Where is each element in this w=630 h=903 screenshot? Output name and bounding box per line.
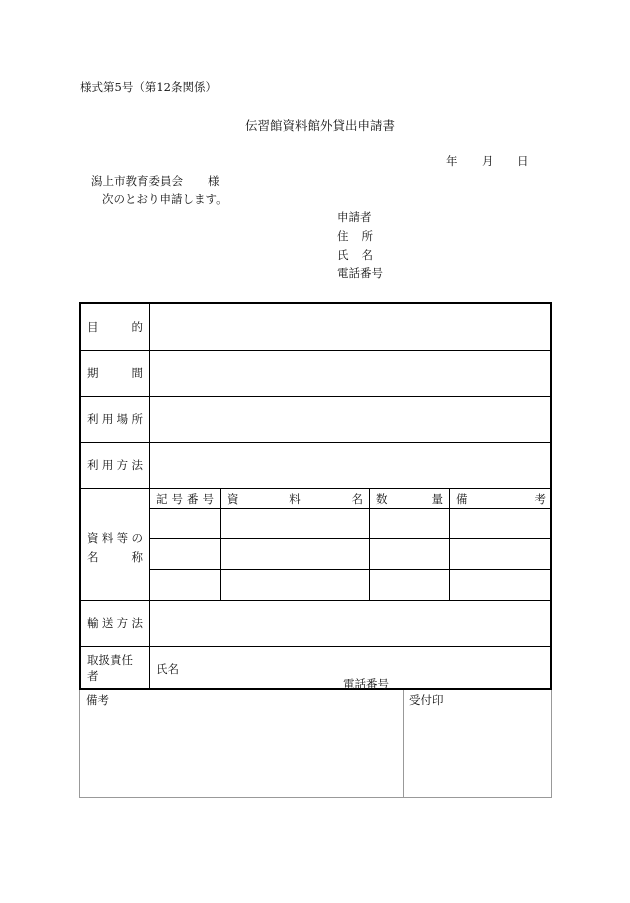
material-code-cell[interactable] xyxy=(150,539,220,569)
period-field[interactable] xyxy=(150,351,550,396)
period-label: 期 間 xyxy=(87,366,143,380)
usage-method-field[interactable] xyxy=(150,443,550,488)
receipt-stamp-label: 受付印 xyxy=(409,693,444,707)
remarks-field[interactable] xyxy=(81,712,401,796)
material-note-cell[interactable] xyxy=(450,570,552,600)
material-qty-cell[interactable] xyxy=(370,570,449,600)
col-header-quantity: 数 量 xyxy=(376,491,443,506)
date-month-label: 月 xyxy=(482,154,494,168)
remarks-stamp-divider xyxy=(403,690,404,797)
intro-text: 次のとおり申請します。 xyxy=(102,192,228,206)
material-name-cell[interactable] xyxy=(221,539,369,569)
material-code-cell[interactable] xyxy=(150,570,220,600)
responsible-person-label: 取扱責任者 xyxy=(87,653,133,683)
transport-method-label: 輸 送 方 法 xyxy=(87,616,143,630)
col-header-material-name: 資 料 名 xyxy=(227,491,363,506)
purpose-field[interactable] xyxy=(150,304,550,350)
applicant-address-label: 住 所 xyxy=(337,229,373,243)
form-number: 様式第5号（第12条関係） xyxy=(80,80,217,94)
material-name-cell[interactable] xyxy=(221,570,369,600)
date-day-label: 日 xyxy=(517,154,529,168)
honorific: 様 xyxy=(208,174,220,188)
responsible-phone-label: 電話番号 xyxy=(343,677,389,691)
col-header-code: 記 号 番 号 xyxy=(156,491,214,506)
material-code-cell[interactable] xyxy=(150,509,220,538)
material-note-cell[interactable] xyxy=(450,539,552,569)
remarks-label: 備考 xyxy=(86,693,109,707)
usage-place-label: 利 用 場 所 xyxy=(87,412,143,426)
applicant-heading: 申請者 xyxy=(337,210,372,224)
material-note-cell[interactable] xyxy=(450,509,552,538)
purpose-label: 目 的 xyxy=(87,320,143,334)
date-year-label: 年 xyxy=(446,154,458,168)
usage-place-field[interactable] xyxy=(150,397,550,442)
page-title: 伝習館資料館外貸出申請書 xyxy=(245,118,396,133)
remarks-stamp-table xyxy=(79,690,552,798)
applicant-phone-label: 電話番号 xyxy=(337,266,383,280)
responsible-name-label: 氏名 xyxy=(156,662,179,676)
row-divider xyxy=(81,646,550,647)
col-header-notes: 備 考 xyxy=(456,491,546,506)
materials-name-label-line1: 資 料 等 の xyxy=(87,531,143,545)
application-table xyxy=(79,302,552,690)
transport-method-field[interactable] xyxy=(150,601,550,646)
material-qty-cell[interactable] xyxy=(370,509,449,538)
material-qty-cell[interactable] xyxy=(370,539,449,569)
usage-method-label: 利 用 方 法 xyxy=(87,458,143,472)
materials-name-label-line2: 名 称 xyxy=(87,550,143,564)
applicant-name-label: 氏 名 xyxy=(337,248,373,262)
material-name-cell[interactable] xyxy=(221,509,369,538)
addressee: 潟上市教育委員会 xyxy=(91,174,183,188)
